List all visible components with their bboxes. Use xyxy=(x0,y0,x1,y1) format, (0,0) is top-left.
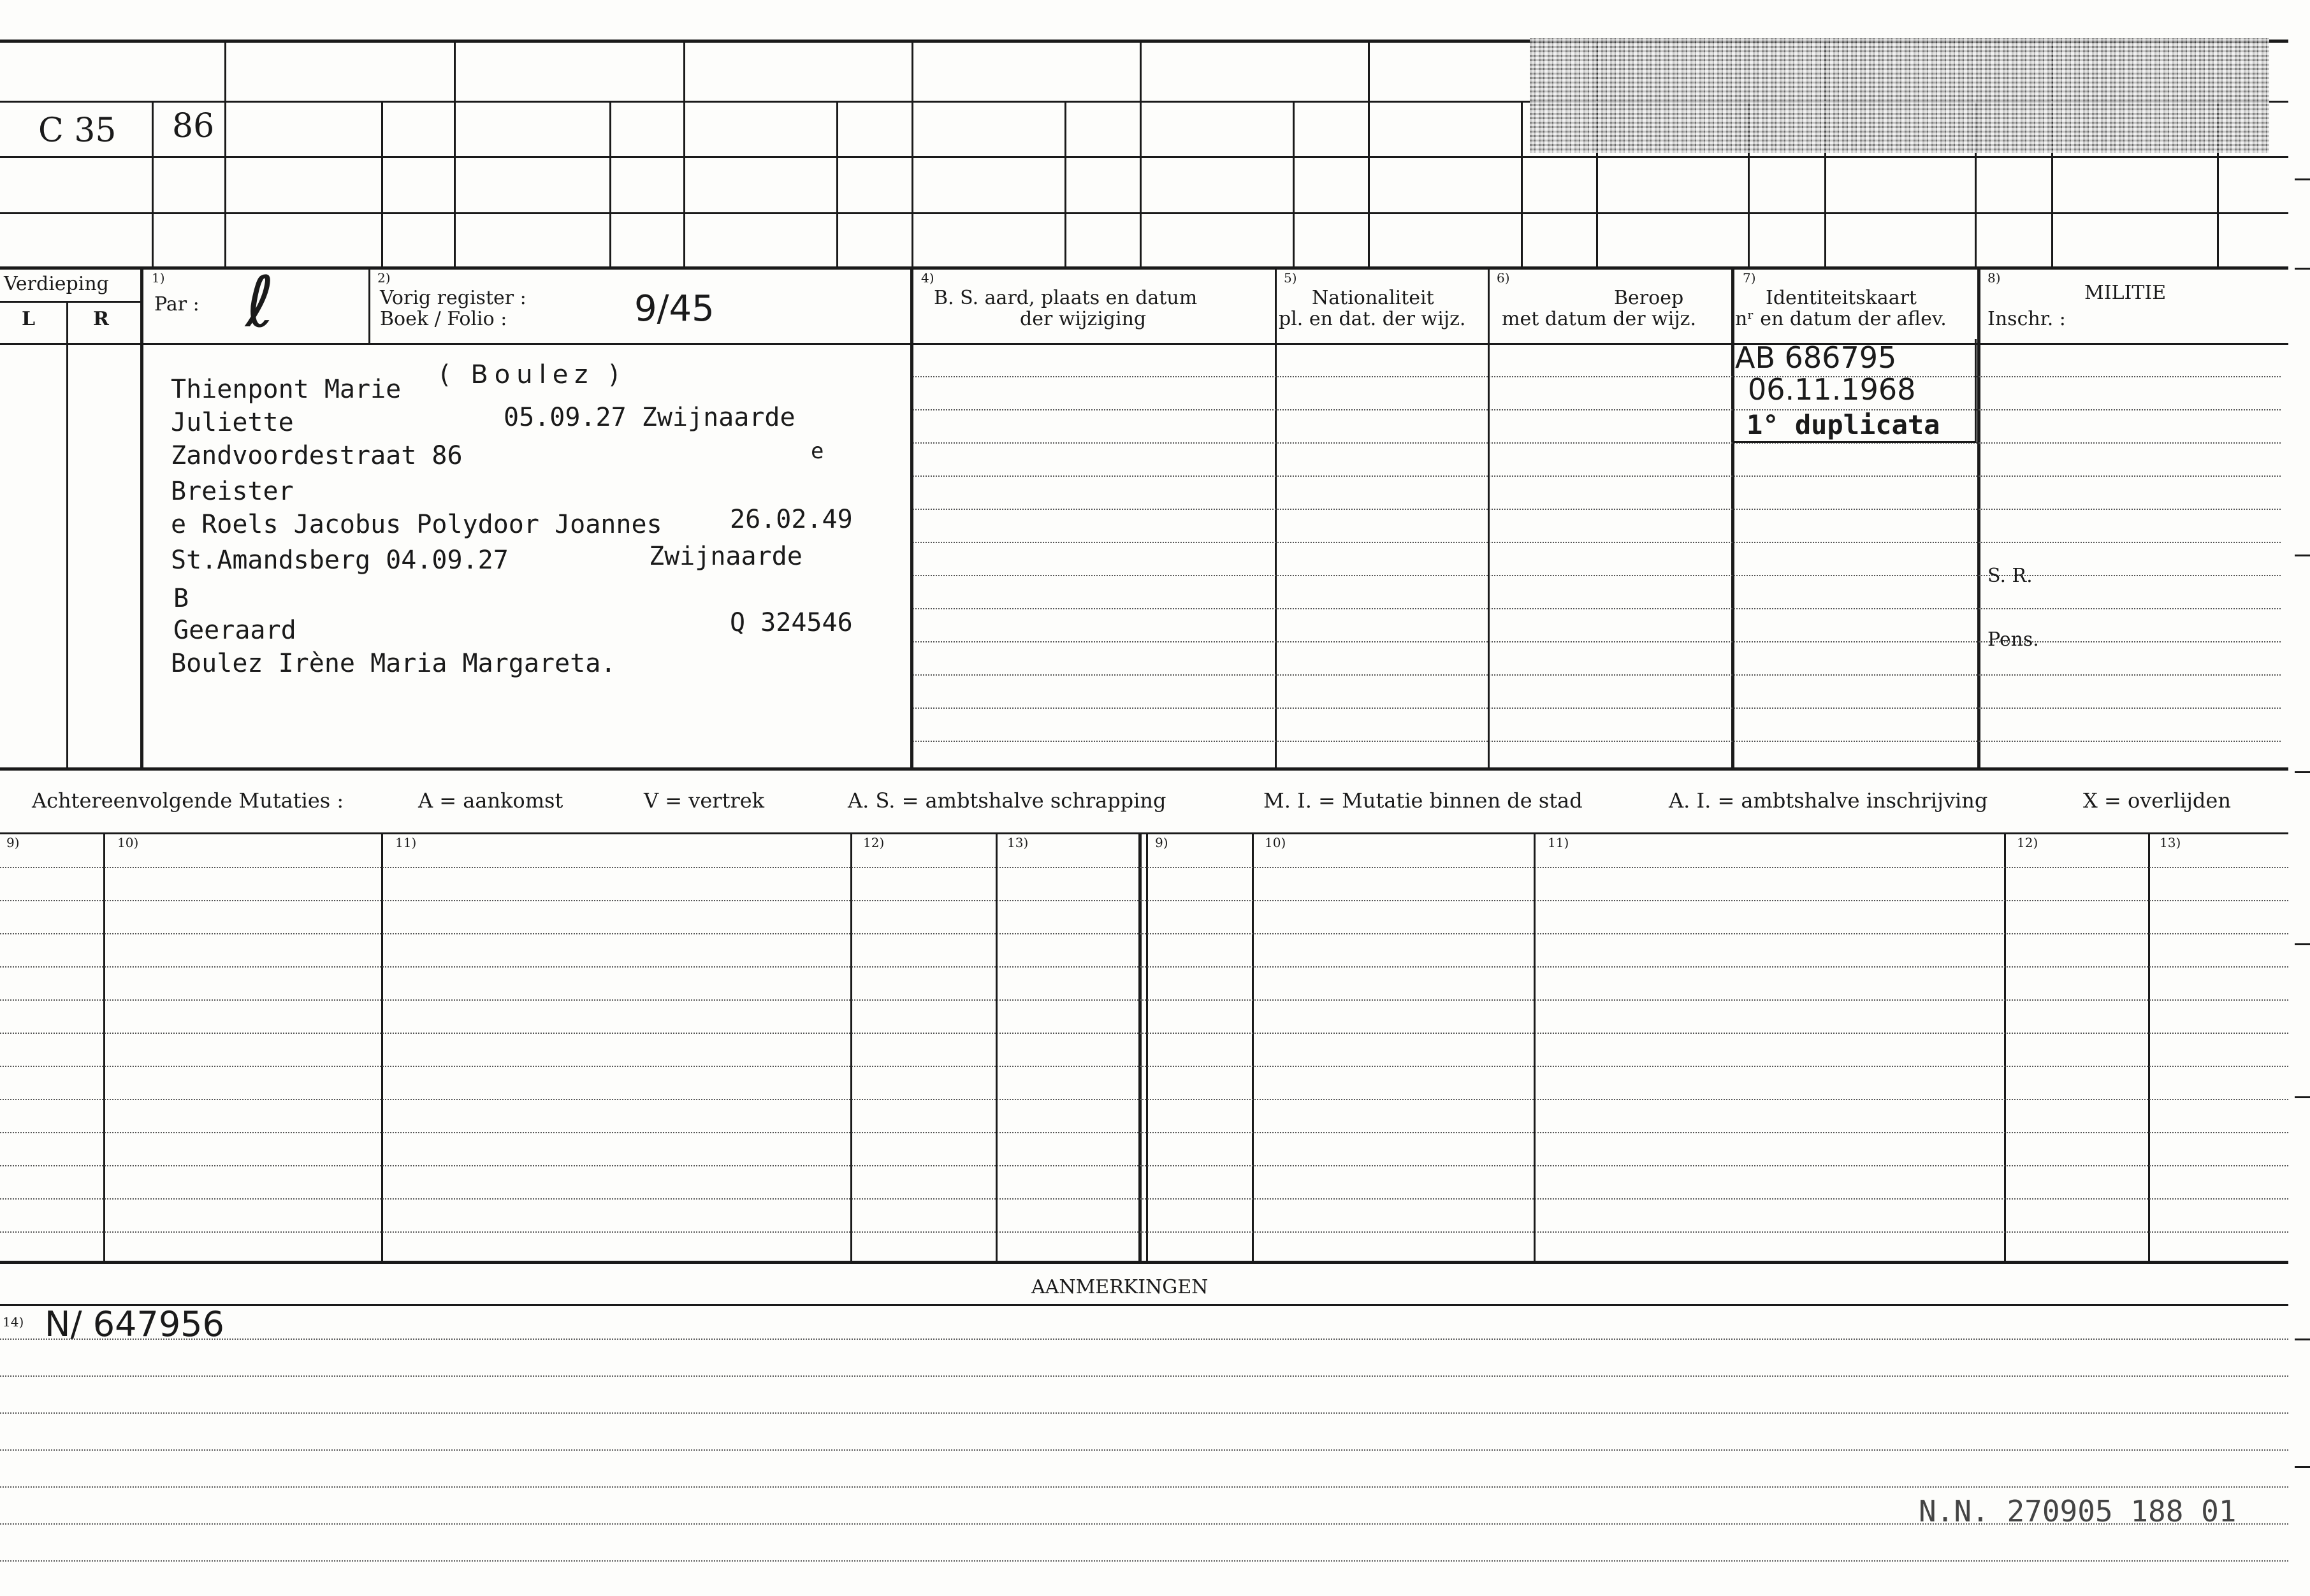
id-card-number: AB 686795 xyxy=(1735,340,1897,375)
mut-col-10b: 10) xyxy=(1265,835,1286,850)
beroep-label: Beroep xyxy=(1614,287,1684,309)
identiteitskaart-sub-label: nʳ en datum der aflev. xyxy=(1735,308,1947,330)
wijziging-label: der wijziging xyxy=(1020,308,1147,330)
grid-line xyxy=(912,40,913,266)
maiden-name-note: ( Boulez ) xyxy=(440,360,625,389)
verdieping-divider xyxy=(0,301,140,303)
grid-line xyxy=(0,212,2288,214)
national-number: N.N. 270905 188 01 xyxy=(1919,1494,2237,1528)
grid-line xyxy=(66,301,68,767)
grid-line xyxy=(1275,266,1277,767)
spouse-birthplace: Zwijnaarde xyxy=(649,542,803,571)
grid-line xyxy=(454,40,456,266)
grid-line xyxy=(0,156,2288,158)
mut-col-12: 12) xyxy=(863,835,885,850)
bs-aard-label: B. S. aard, plaats en datum xyxy=(934,287,1198,309)
col1-number: 1) xyxy=(152,270,165,286)
mutations-top-line xyxy=(0,767,2288,771)
mut-col-13b: 13) xyxy=(2160,835,2181,850)
mut-col-9b: 9) xyxy=(1155,835,1168,850)
person-first-name: Juliette xyxy=(171,408,294,437)
person-birth-name: Boulez Irène Maria Margareta. xyxy=(171,649,616,678)
person-marker: e xyxy=(811,439,824,464)
grid-line xyxy=(1293,101,1295,266)
grid-line xyxy=(683,40,685,266)
mutations-header-line xyxy=(0,832,2288,834)
grid-line xyxy=(609,101,611,266)
grid-line xyxy=(152,101,154,266)
col6-number: 6) xyxy=(1497,270,1510,286)
person-address: Zandvoordestraat 86 xyxy=(171,441,463,470)
legend-overlijden: X = overlijden xyxy=(2083,788,2231,813)
marriage-date: 26.02.49 xyxy=(730,505,853,534)
grid-line xyxy=(910,266,913,767)
verdieping-label: Verdieping xyxy=(4,273,109,295)
par-label: Par : xyxy=(154,293,200,316)
identiteitskaart-label: Identiteitskaart xyxy=(1766,287,1917,309)
militie-label: MILITIE xyxy=(2084,282,2167,304)
grid-line xyxy=(1140,40,1142,266)
remarks-value: N/ 647956 xyxy=(45,1304,224,1344)
person-extra-name: Geeraard xyxy=(173,616,296,645)
col5-number: 5) xyxy=(1284,270,1297,286)
grid-line xyxy=(1977,266,1980,767)
remarks-header-line xyxy=(0,1304,2288,1306)
mutations-title: Achtereenvolgende Mutaties : xyxy=(32,788,344,813)
remarks-top-line xyxy=(0,1261,2288,1264)
spouse-name: e Roels Jacobus Polydoor Joannes xyxy=(171,510,662,539)
grid-line xyxy=(836,101,838,266)
vorig-register-label: Vorig register : xyxy=(380,287,527,309)
boek-folio-label: Boek / Folio : xyxy=(380,308,507,330)
par-value: ℓ xyxy=(245,261,275,343)
grid-line xyxy=(368,266,370,343)
mut-col-13: 13) xyxy=(1007,835,1029,850)
mut-col-9: 9) xyxy=(6,835,20,850)
person-extra-number: Q 324546 xyxy=(730,608,853,637)
verdieping-l: L xyxy=(22,308,36,330)
inschr-label: Inschr. : xyxy=(1987,308,2066,330)
legend-mutatie: M. I. = Mutatie binnen de stad xyxy=(1263,788,1583,813)
grid-line xyxy=(1064,101,1066,266)
grid-line xyxy=(0,266,2288,270)
boek-folio-value: 9/45 xyxy=(634,288,715,330)
person-name: Thienpont Marie xyxy=(171,375,402,404)
grid-line xyxy=(140,266,143,767)
mut-col-10: 10) xyxy=(117,835,139,850)
nationaliteit-label: Nationaliteit xyxy=(1312,287,1434,309)
person-marker-b: B xyxy=(173,584,189,613)
mut-col-11b: 11) xyxy=(1548,835,1569,850)
person-occupation: Breister xyxy=(171,477,294,506)
remarks-number: 14) xyxy=(3,1314,24,1330)
legend-vertrek: V = vertrek xyxy=(644,788,765,813)
mut-col-12b: 12) xyxy=(2017,835,2038,850)
mut-col-11: 11) xyxy=(395,835,417,850)
spouse-birth: St.Amandsberg 04.09.27 xyxy=(171,546,509,575)
id-card-note: 1° duplicata xyxy=(1747,409,1940,440)
ledger-code: C 35 xyxy=(38,112,117,150)
legend-aankomst: A = aankomst xyxy=(418,788,563,813)
pens-label: Pens. xyxy=(1987,628,2039,651)
col7-number: 7) xyxy=(1743,270,1756,286)
beroep-sub-label: met datum der wijz. xyxy=(1502,308,1696,330)
sr-label: S. R. xyxy=(1987,565,2033,587)
person-birth: 05.09.27 Zwijnaarde xyxy=(504,403,795,432)
col8-number: 8) xyxy=(1987,270,2001,286)
grid-line xyxy=(381,101,383,266)
col2-number: 2) xyxy=(377,270,391,286)
id-card-date: 06.11.1968 xyxy=(1748,372,1916,407)
ledger-house-number: 86 xyxy=(172,107,215,145)
col4-number: 4) xyxy=(921,270,934,286)
grid-line xyxy=(1368,40,1370,266)
legend-inschrijving: A. I. = ambtshalve inschrijving xyxy=(1669,788,1988,813)
grid-line xyxy=(1488,266,1490,767)
nationaliteit-sub-label: pl. en dat. der wijz. xyxy=(1279,308,1466,330)
grid-line xyxy=(1521,101,1523,266)
legend-schrapping: A. S. = ambtshalve schrapping xyxy=(848,788,1166,813)
grid-line xyxy=(224,40,226,266)
verdieping-r: R xyxy=(93,308,109,330)
remarks-title: AANMERKINGEN xyxy=(1031,1276,1209,1298)
